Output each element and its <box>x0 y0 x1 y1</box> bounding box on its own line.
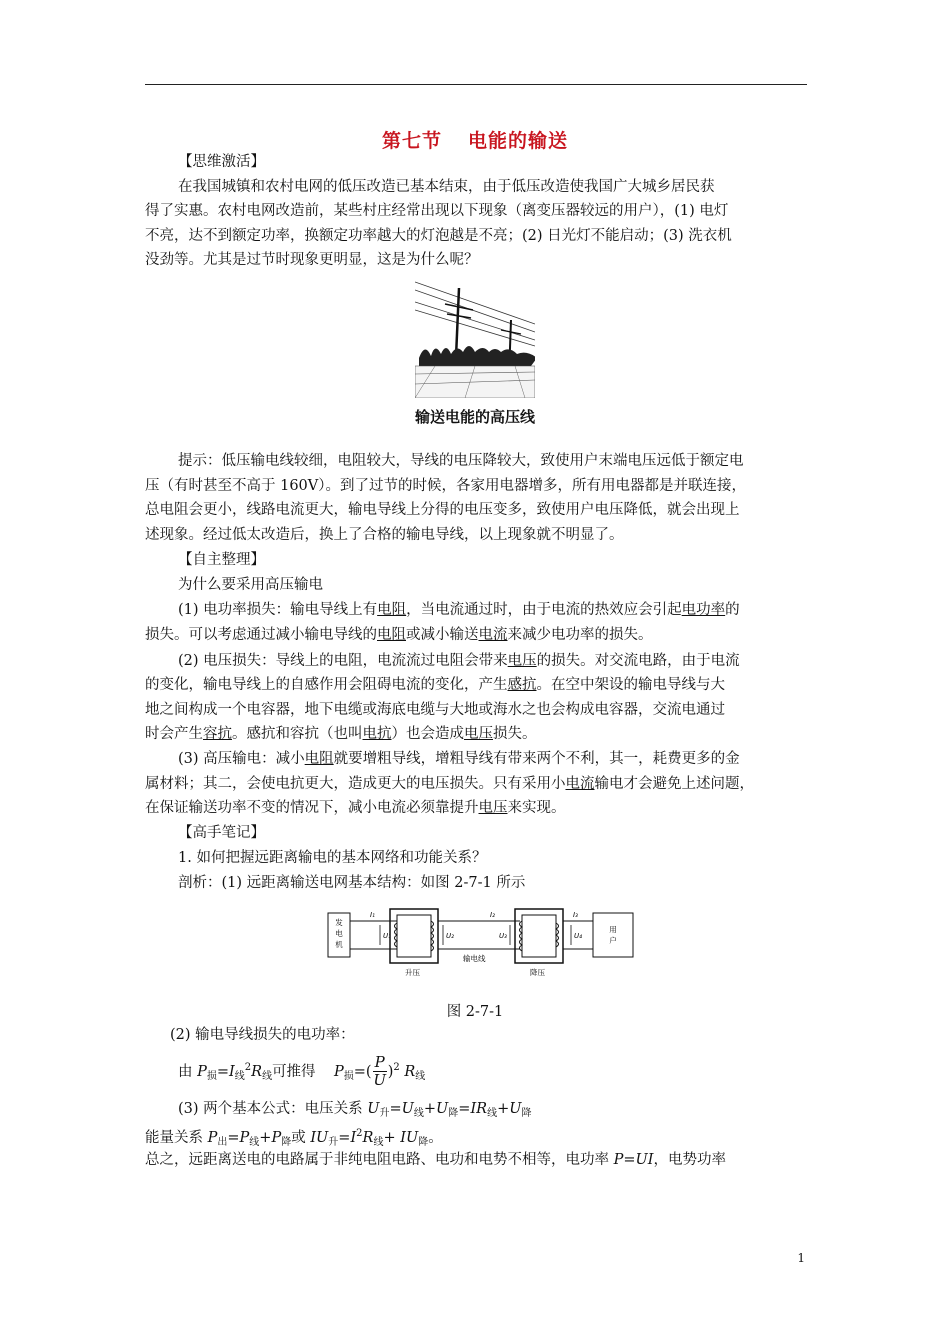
header-rule <box>145 84 807 85</box>
formula-voltage-relation: (3) 两个基本公式：电压关系 $U_升=U_线+U_降=IR_线+U_降$ <box>178 1101 532 1119</box>
label-step-up: 升压 <box>405 968 420 977</box>
hint-line-1: 提示：低压输电线较细，电阻较大，导线的电压降较大，致使用户末端电压远低于额定电 <box>178 453 744 469</box>
p2-line-1: (2) 电压损失：导线上的电阻，电流流过电阻会带来电压的损失。对交流电路，由于电流 <box>178 653 740 669</box>
intro-line-3: 不亮，达不到额定功率，换额定功率越大的灯泡越是不亮；(2) 日光灯不能启动；(3) 洗衣机 <box>145 228 732 244</box>
section-head-self-study: 【自主整理】 <box>178 552 265 568</box>
user-box <box>593 913 633 957</box>
power-line-illustration <box>415 280 535 398</box>
image-caption: 输送电能的高压线 <box>414 408 535 426</box>
label-i2: I₂ <box>490 911 495 919</box>
section-head-thinking: 【思维激活】 <box>178 154 265 170</box>
hint-line-4: 述现象。经过低太改造后，换上了合格的输电导线，以上现象就不明显了。 <box>145 527 624 543</box>
hint-line-3: 总电阻会更小，线路电流更大，输电导线上分得的电压变多，致使用户电压降低，就会出现上 <box>145 502 740 518</box>
section-number: 第七节 <box>381 130 442 152</box>
generator-label-1: 发 <box>335 918 343 927</box>
p3-line-3: 在保证输送功率不变的情况下，减小电流必须靠提升电压来实现。 <box>145 800 566 816</box>
intro-line-4: 没劲等。尤其是过节时现象更明显，这是为什么呢？ <box>145 252 479 268</box>
user-label-1: 用 <box>609 925 617 934</box>
question-1: 1. 如何把握远距离输电的基本网络和功能关系？ <box>178 850 487 866</box>
label-u2: U₂ <box>446 932 454 940</box>
page-title <box>0 126 950 153</box>
user-label-2: 户 <box>609 936 617 945</box>
label-u4: U₄ <box>574 932 582 940</box>
label-i1: I₁ <box>370 911 375 919</box>
generator-label-3: 机 <box>335 940 343 949</box>
section-head-expert-notes: 【高手笔记】 <box>178 825 265 841</box>
analysis-line: 剖析：(1) 远距离输送电网基本结构：如图 2-7-1 所示 <box>178 875 526 891</box>
p2-line-4: 时会产生容抗。感抗和容抗（也叫电抗）也会造成电压损失。 <box>145 726 537 742</box>
hint-line-2: 压（有时甚至不高于 160V）。到了过节的时候，各家用电器增多，所有用电器都是并联连接， <box>145 478 747 494</box>
label-i3: I₃ <box>573 911 578 919</box>
summary-line: 总之，远距离送电的电路属于非纯电阻电路、电功和电势不相等，电功率 P=UI，电势功率 <box>145 1152 726 1168</box>
page-number: 1 <box>797 1251 805 1265</box>
p3-line-1: (3) 高压输电：减小电阻就要增粗导线，增粗导线有带来两个不利，其一，耗费更多的金 <box>178 751 740 767</box>
why-high-voltage: 为什么要采用高压输电 <box>178 577 323 593</box>
p3-line-2: 属材料；其二，会使电抗更大，造成更大的电压损失。只有采用小电流输电才会避免上述问题， <box>145 776 754 792</box>
label-u3: U₃ <box>499 932 507 940</box>
p2-line-3: 地之间构成一个电容器，地下电缆或海底电缆与大地或海水之也会构成电容器，交流电通过 <box>145 702 725 718</box>
p2-line-2: 的变化，输电导线上的自感作用会阻碍电流的变化，产生感抗。在空中架设的输电导线与大 <box>145 677 725 693</box>
intro-line-1: 在我国城镇和农村电网的低压改造已基本结束，由于低压改造使我国广大城乡居民获 <box>178 179 715 195</box>
p1-line-2: 损失。可以考虑通过减小输电导线的电阻或减小输送电流来减少电功率的损失。 <box>145 627 653 643</box>
label-line: 输电线 <box>463 954 486 963</box>
power-loss-head: (2) 输电导线损失的电功率： <box>170 1027 355 1043</box>
figure-caption: 图 2-7-1 <box>446 1004 504 1020</box>
transmission-diagram <box>325 905 637 981</box>
p1-line-1: (1) 电功率损失：输电导线上有电阻，当电流通过时，由于电流的热效应会引起电功率的 <box>178 602 740 618</box>
label-step-down: 降压 <box>530 968 545 977</box>
section-title: 电能的输送 <box>468 130 569 152</box>
label-u1: U₁ <box>383 932 391 940</box>
generator-label-2: 电 <box>335 929 343 938</box>
formula-power-loss: 由 $P_损=I_线^2R_线$可推得 $P_损=$( $\frac{P}{U}$ )$^2$ $R_线$ <box>178 1053 426 1090</box>
formula-energy-relation: 能量关系 $P_出=P_线+P_降$或 $IU_升=I^2R_线+ IU_降$。 <box>145 1128 443 1148</box>
intro-line-2: 得了实惠。农村电网改造前，某些村庄经常出现以下现象（离变压器较远的用户），(1) 电灯 <box>145 203 729 219</box>
